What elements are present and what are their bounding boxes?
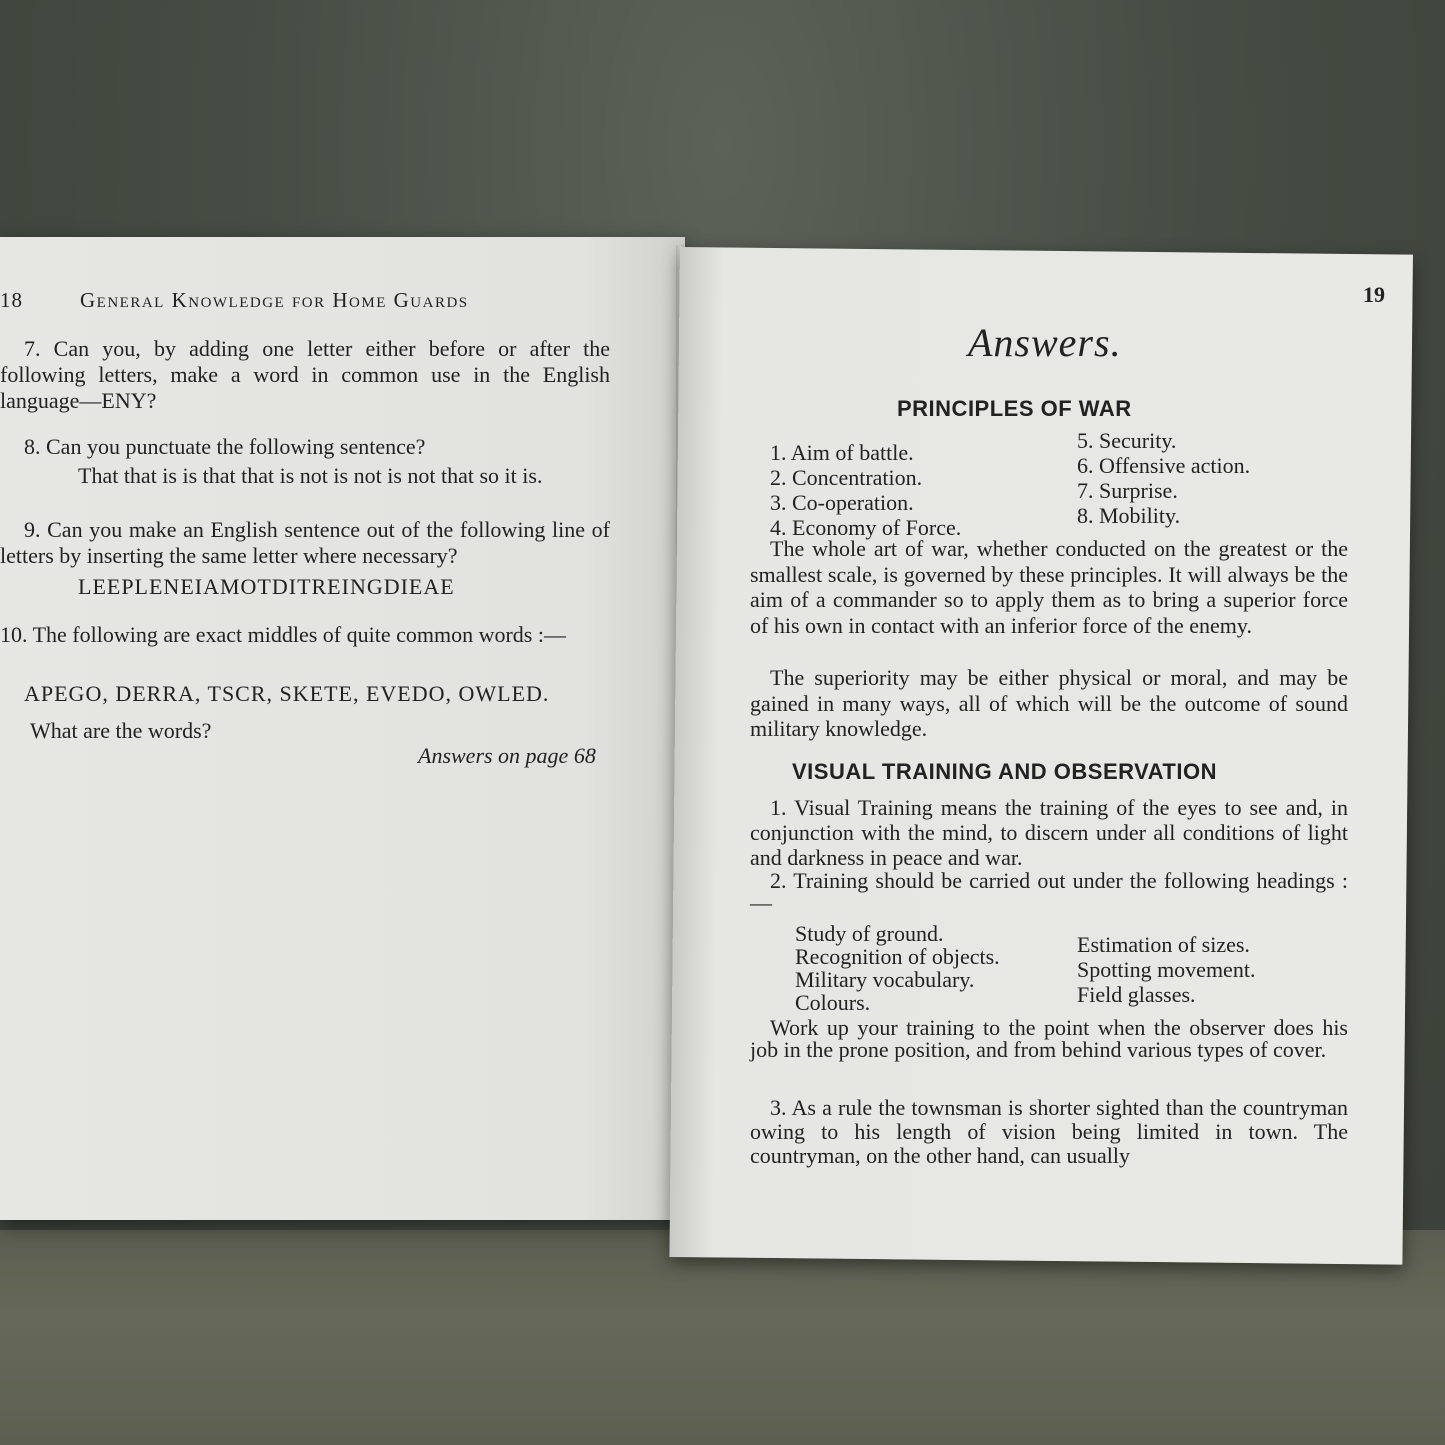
list-item: 2. Concentration. <box>770 465 923 490</box>
list-item: Estimation of sizes. <box>1077 932 1250 957</box>
visual-training-work-up: Work up your training to the point when the observer does his job in the prone position, and from behind various types of cover. <box>750 1015 1348 1062</box>
list-item: 5. Security. <box>1077 428 1177 453</box>
list-item: 1. Aim of battle. <box>770 440 914 465</box>
running-head-title: General Knowledge for Home Guards <box>80 288 469 312</box>
list-item: Field glasses. <box>1077 982 1196 1007</box>
principles-paragraph-1: The whole art of war, whether conducted on the greatest or the smallest scale, is governed by these principles. It will always be the aim of a commander so to apply them as to bring a superior force of his own in contact with an inferior force of the enemy. <box>750 536 1348 638</box>
answers-title: Answers. <box>968 320 1122 365</box>
question-10-words: APEGO, DERRA, TSCR, SKETE, EVEDO, OWLED. <box>24 681 550 706</box>
list-item: Study of ground. <box>795 921 944 946</box>
left-page-number: 18 <box>0 288 23 312</box>
list-item: Recognition of objects. <box>795 944 1000 969</box>
question-9-letters: LEEPLENEIAMOTDITREINGDIEAE <box>78 574 455 599</box>
list-item: 8. Mobility. <box>1077 503 1181 528</box>
question-8: 8. Can you punctuate the following sentence? <box>24 434 426 459</box>
visual-training-point-2: 2. Training should be carried out under the following headings :— <box>750 868 1348 915</box>
visual-training-point-1: 1. Visual Training means the training of the eyes to see and, in conjunction with the mind, to discern under all conditions of light and darkness in peace and war. <box>750 795 1348 870</box>
principles-paragraph-2: The superiority may be either physical or moral, and may be gained in many ways, all of which will be the outcome of sound military knowledge. <box>750 665 1348 741</box>
list-item: 6. Offensive action. <box>1077 453 1251 478</box>
question-10-ask: What are the words? <box>30 718 212 743</box>
right-page-number: 19 <box>1363 282 1385 307</box>
list-item: Spotting movement. <box>1077 957 1256 982</box>
headings-list-left <box>795 922 1000 1014</box>
question-10: 10. The following are exact middles of quite common words :— <box>0 622 566 647</box>
principles-list-right <box>1077 428 1250 528</box>
list-item: 7. Surprise. <box>1077 478 1178 503</box>
answers-reference: Answers on page 68 <box>418 743 596 768</box>
list-item: 3. Co-operation. <box>770 490 914 515</box>
section-principles-of-war: PRINCIPLES OF WAR <box>897 396 1132 421</box>
visual-training-point-3: 3. As a rule the townsman is shorter sighted than the countryman owing to his length of vision being limited in town. The countryman, on the other hand, can usually <box>750 1095 1348 1168</box>
list-item: 4. Economy of Force. <box>770 515 962 540</box>
question-7: 7. Can you, by adding one letter either before or after the following letters, make a word in common use in the English language—ENY? <box>0 336 610 413</box>
principles-list-left <box>770 440 961 540</box>
question-8-sentence: That that is is that that is not is not is not that so it is. <box>78 463 543 488</box>
headings-list-right <box>1077 932 1255 1007</box>
section-visual-training: VISUAL TRAINING AND OBSERVATION <box>792 759 1217 784</box>
list-item: Colours. <box>795 990 871 1015</box>
question-9: 9. Can you make an English sentence out of the following line of letters by inserting the same letter where necessary? <box>0 517 610 568</box>
list-item: Military vocabulary. <box>795 967 975 992</box>
